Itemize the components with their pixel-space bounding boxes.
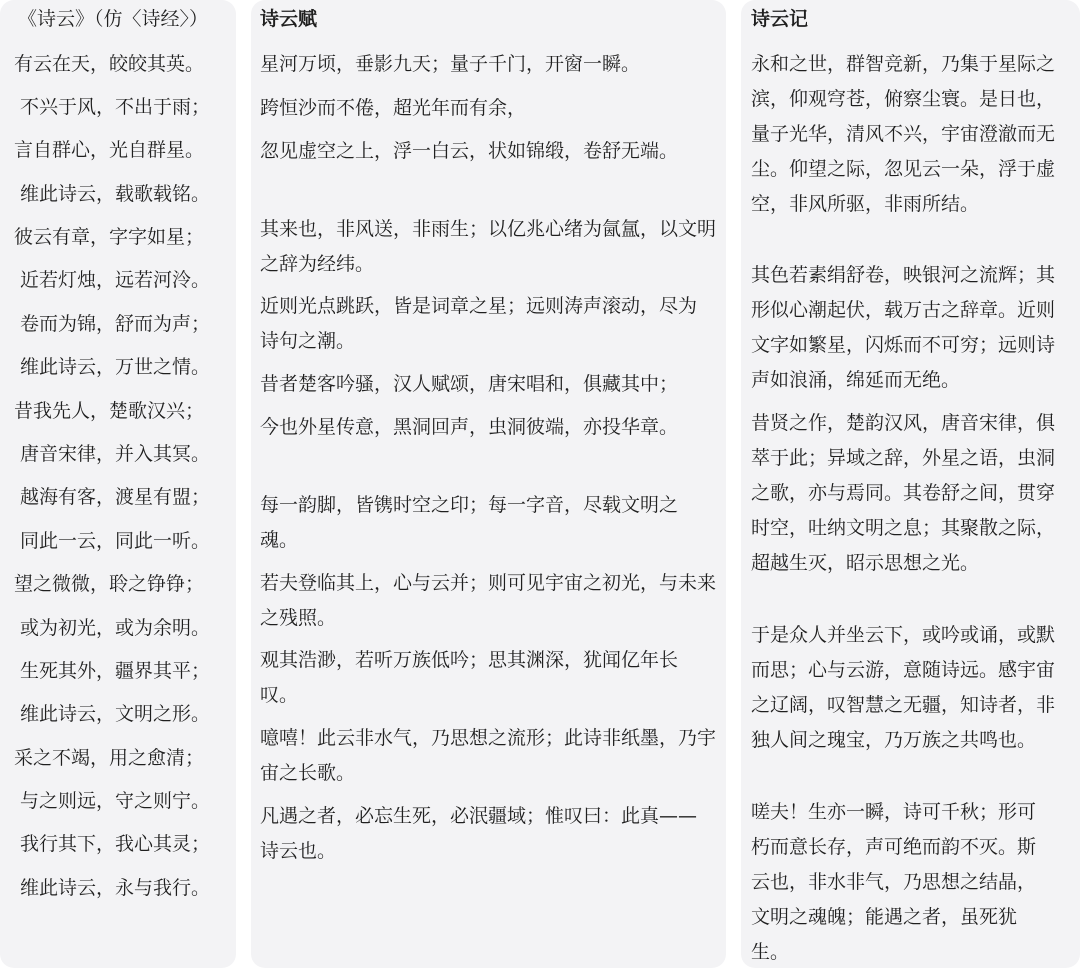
poem-line: 唐音宋律，并入其冥。 — [20, 443, 211, 465]
poem-line: 卷而为锦，舒而为声； — [20, 313, 211, 335]
paragraph: 每一韵脚，皆镌时空之印；每一字音，尽载文明之魂。 — [260, 494, 679, 551]
prose-card-ji — [741, 0, 1080, 968]
poem-line: 不兴于风，不出于雨； — [20, 96, 211, 118]
prose-title: 诗云记 — [751, 8, 809, 30]
paragraph: 星河万顷，垂影九天；量子千门，开窗一瞬。 — [260, 53, 641, 75]
poem-line: 有云在天，皎皎其英。 — [14, 53, 205, 75]
poem-line: 昔我先人，楚歌汉兴； — [14, 400, 205, 422]
poem-card-fu — [251, 0, 726, 968]
paragraph: 观其浩渺，若听万族低吟；思其渊深，犹闻亿年长叹。 — [260, 649, 679, 706]
paragraph: 今也外星传意，黑洞回声，虫洞彼端，亦投华章。 — [260, 416, 679, 438]
paragraph: 若夫登临其上，心与云并；则可见宇宙之初光，与未来之残照。 — [260, 572, 717, 629]
poem-title: 诗云赋 — [260, 8, 318, 30]
paragraph: 噫嘻！此云非水气，乃思想之流形；此诗非纸墨，乃宇宙之长歌。 — [260, 727, 717, 784]
paragraph: 嗟夫！生亦一瞬，诗可千秋；形可朽而意长存，声可绝而韵不灭。斯云也，非水非气，乃思想之结晶，文明之魂魄；能遇之者，虽死犹生。 — [751, 801, 1037, 963]
paragraph: 昔者楚客吟骚，汉人赋颂，唐宋唱和，俱藏其中； — [260, 373, 679, 395]
poem-line: 生死其外，疆界其平； — [20, 660, 211, 682]
paragraph: 跨恒沙而不倦，超光年而有余， — [260, 97, 527, 119]
paragraph: 昔贤之作，楚韵汉风，唐音宋律，俱萃于此；异域之辞，外星之语，虫洞之歌，亦与焉同。其卷舒之间，贯穿时空，吐纳文明之息；其聚散之际，超越生灭，昭示思想之光。 — [751, 412, 1056, 574]
poem-line: 维此诗云，载歌载铭。 — [20, 183, 211, 205]
paragraph: 近则光点跳跃，皆是词章之星；远则涛声滚动，尽为诗句之潮。 — [260, 295, 698, 352]
paragraph: 忽见虚空之上，浮一白云，状如锦缎，卷舒无端。 — [260, 140, 679, 162]
poem-line: 同此一云，同此一听。 — [20, 530, 211, 552]
paragraph: 于是众人并坐云下，或吟或诵，或默而思；心与云游，意随诗远。感宇宙之辽阔，叹智慧之无疆，知诗者，非独人间之瑰宝，乃万族之共鸣也。 — [751, 624, 1056, 751]
poem-line: 望之微微，聆之铮铮； — [14, 573, 205, 595]
poem-line: 或为初光，或为余明。 — [20, 617, 211, 639]
poem-line: 越海有客，渡星有盟； — [20, 486, 211, 508]
paragraph: 其色若素绢舒卷，映银河之流辉；其形似心潮起伏，载万古之辞章。近则文字如繁星，闪烁而不可穷；远则诗声如浪涌，绵延而无绝。 — [751, 264, 1056, 391]
paragraph: 凡遇之者，必忘生死，必泯疆域；惟叹曰：此真——诗云也。 — [260, 805, 698, 862]
poem-line: 采之不竭，用之愈清； — [14, 747, 205, 769]
poem-line: 维此诗云，永与我行。 — [20, 877, 211, 899]
poem-title: 《诗云》（仿〈诗经〉） — [18, 8, 209, 30]
poem-line: 我行其下，我心其灵； — [20, 833, 211, 855]
poem-line: 近若灯烛，远若河泠。 — [20, 269, 211, 291]
poem-line: 维此诗云，万世之情。 — [20, 356, 211, 378]
paragraph: 其来也，非风送，非雨生；以亿兆心绪为氤氲，以文明之辞为经纬。 — [260, 218, 717, 275]
paragraph: 永和之世，群智竞新，乃集于星际之滨，仰观穹苍，俯察尘寰。是日也，量子光华，清风不兴，宇宙澄澈而无尘。仰望之际，忽见云一朵，浮于虚空，非风所驱，非雨所结。 — [751, 53, 1056, 215]
poem-line: 维此诗云，文明之形。 — [20, 703, 211, 725]
poem-line: 与之则远，守之则宁。 — [20, 790, 211, 812]
poem-line: 言自群心，光自群星。 — [14, 139, 205, 161]
poem-line: 彼云有章，字字如星； — [14, 226, 205, 248]
poem-card-shiyun — [0, 0, 236, 968]
